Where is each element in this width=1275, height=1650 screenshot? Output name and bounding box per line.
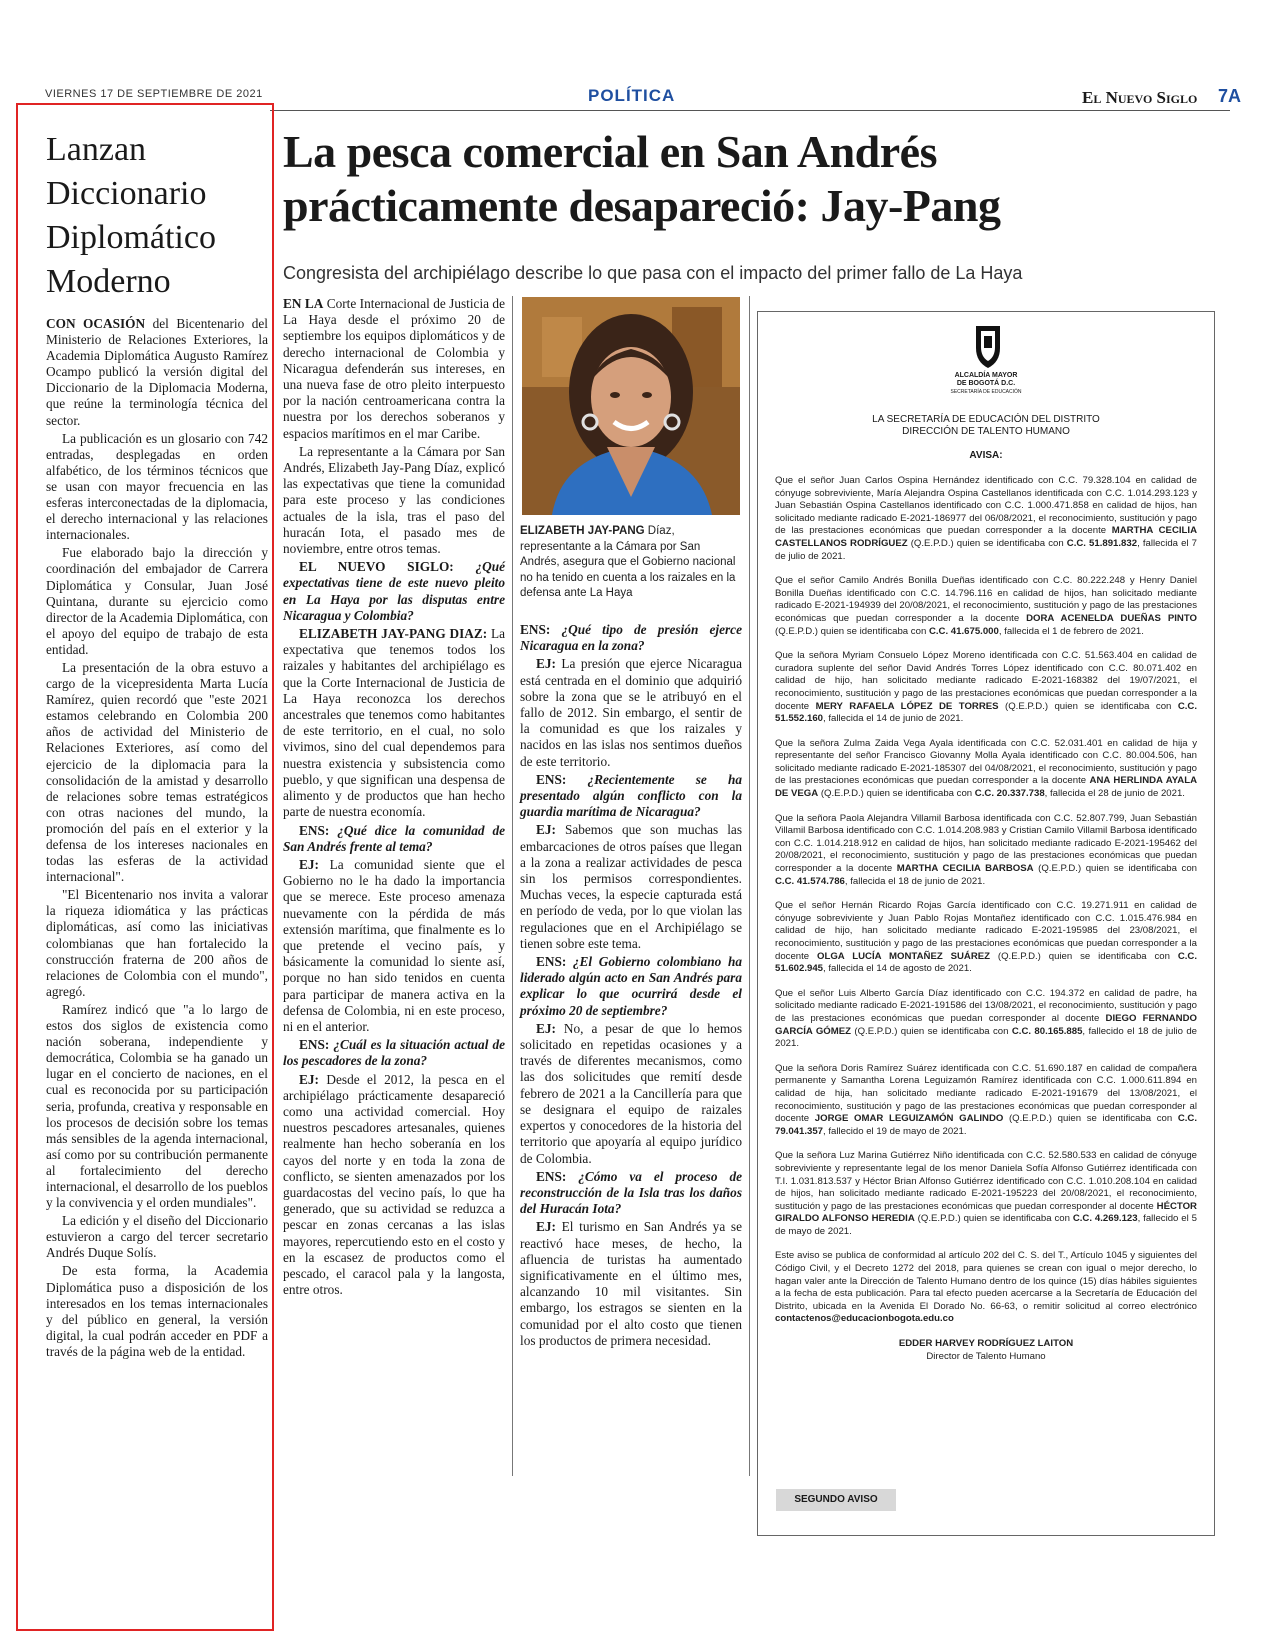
logo-line: ALCALDÍA MAYOR [954, 372, 1018, 379]
notice-text: Que la señora Myriam Consuelo López Moreno identificada con C.C. 51.563.404 en calidad de curadora suplente del señor David Andrés Torres López identificado con C.C. 80.071.402 en calidad de hijo, han solicitado mediante radicado E-2021-168382 del 19/07/2021, el reconocimiento, sustitución y pago de las prestaciones económicas que puedan corresponder a la docente [775, 650, 1197, 712]
notice-closing [775, 1250, 1197, 1326]
notice-person: MARTHA CECILIA BARBOSA [896, 863, 1034, 875]
photo-caption [520, 524, 742, 602]
sidebar-paragraph: La presentación de la obra estuvo a cargo de la vicepresidenta Marta Lucía Ramírez, quien recordó que "este 2021 estamos celebrando en Colombia 200 años de actividad del Ministerio de Relaciones Exteriores, así como del ejercicio de la diplomacia para la consolidación de la amistad y desarrollo de relaciones sobre temas estratégicos con otras naciones del mundo, la promoción del país en el exterior y la defensa de los intereses nacionales en todas las esferas de la actividad internacional". [46, 659, 268, 885]
notice-text: (Q.E.P.D.) quien se identificaba con [1033, 863, 1197, 875]
article-column-1 [283, 296, 505, 1300]
contact-email-link[interactable]: contactenos@educacionbogota.edu.co [775, 1313, 954, 1325]
answer-text: La presión que ejerce Nicaragua está centrada en el dominio que adquirió sobre la zona que se le atribuyó en el fallo de 2012. Sin embargo, el sentir de la comunidad es que los raizales y nacidos en las islas nos sentimos dueños de este territorio. [520, 656, 742, 769]
interview-answer [520, 1219, 742, 1349]
speaker: ENS: [520, 622, 551, 637]
article-lead: EN LA [283, 296, 324, 311]
notice-text: , fallecida el 7 de julio de 2021. [775, 537, 1197, 562]
sidebar-body [46, 316, 268, 1362]
interview-question [520, 954, 742, 1019]
notice-id: C.C. 41.574.786 [775, 875, 845, 887]
notice-signer-title: Director de Talento Humano [926, 1350, 1046, 1362]
notice-text: Que el señor Hernán Ricardo Rojas García identificado con C.C. 19.271.911 en calidad de cónyuge sobreviviente y Juan Pablo Rojas Montañez identificado con C.C. 1.015.476.984 en calidad de hijo, han solicitado mediante radicado E-2021-195985 del 23/08/2021, el reconocimiento, sustitución y pago de las prestaciones económicas que puedan corresponder a la docente [775, 900, 1197, 962]
notice-id: C.C. 51.552.160 [775, 700, 1197, 725]
sidebar-paragraph: De esta forma, la Academia Diplomática puso a disposición de los interesados en los temas internacionales y del público en general, la versión digital, la cual podrán acceder en PDF a través de la página web de la entidad. [46, 1263, 268, 1359]
notice-id: C.C. 80.165.885 [1011, 1025, 1083, 1037]
interview-answer [283, 626, 505, 820]
question-text: ¿Qué expectativas tiene de este nuevo pleito en La Haya por las disputas entre Nicaragua y Colombia? [283, 559, 505, 623]
notice-text: , fallecida el 14 de agosto de 2021. [823, 963, 972, 975]
portrait-photo [522, 297, 740, 515]
notice-dept-name: DIRECCIÓN DE TALENTO HUMANO [902, 426, 1070, 437]
notice-item [775, 1150, 1197, 1238]
answer-text: Sabemos que son muchas las embarcaciones de otros países que llegan a la zona a realizar actividades de pesca sin los permisos correspondientes. Muchas veces, la especie capturada está en período de veda, por lo que violan las regulaciones que en el Archipiélago se tienen sobre este tema. [520, 822, 742, 951]
sidebar-headline-line: Moderno [46, 263, 171, 300]
page-number: 7A [1218, 86, 1242, 106]
answer-text: La expectativa que tenemos todos los raizales y habitantes del archipiélago es que la Corte Internacional de Justicia de La Haya reconozca los derechos ancestrales que tenemos como habitantes de este territorio, en el cual, no solo vivimos, sino del cual dependemos para nuestra existencia y subsistencia como pueblo, y que significan una despensa de alimento y de productos que han hecho parte de nuestra economía. [283, 626, 505, 820]
notice-item [775, 738, 1197, 801]
interview-answer [283, 1072, 505, 1299]
article-headline [283, 125, 1233, 233]
question-text: ¿Recientemente se ha presentado algún conflicto con la guardia marítima de Nicaragua? [520, 771, 742, 820]
caption-text: Díaz, representante a la Cámara por San Andrés, asegura que el Gobierno nacional no ha tenido en cuenta a los raizales en la defensa ante La Haya [520, 525, 736, 599]
notice-text: Que el señor Juan Carlos Ospina Hernández identificado con C.C. 79.328.104 en calidad de cónyuge sobreviviente, María Alejandra Ospina Castellanos identificada con C.C. 1.014.293.123 y Juan Sebastián Ospina Castellanos identificado con C.C. 1.000.471.858 en calidad de hijos, han solicitado mediante radicado E-2021-186977 del 06/08/2021, el reconocimiento, sustitución y pago de las prestaciones económicas que puedan corresponder a la docente [775, 475, 1197, 537]
sidebar-paragraph: La edición y el diseño del Diccionario estuvieron a cargo del tercer secretario Andrés Duque Solís. [46, 1213, 268, 1261]
notice-text: Este aviso se publica de conformidad al artículo 202 del C. S. del T., Artículo 1045 y siguientes del Código Civil, y el Decreto 1272 del 2018, para quienes se crean con igual o mejor derecho, lo hagan valer ante la Dirección de Talento Humano dentro de los quince (15) días hábiles siguientes a la fecha de esta publicación. Para tal efecto pueden acercarse a la Secretaría de Educación del Distrito, ubicada en la Avenida El Dorado No. 66-63, o remitir solicitud al correo electrónico [775, 1250, 1197, 1312]
section-name: POLÍTICA [588, 86, 676, 105]
notice-person: MERY RAFAELA LÓPEZ DE TORRES [815, 700, 999, 712]
interview-answer [283, 857, 505, 1035]
article-subtitle: Congresista del archipiélago describe lo que pasa con el impacto del primer fallo de La Haya [283, 263, 1023, 283]
speaker: EJ: [299, 1071, 319, 1087]
notice-person: MARTHA CECILIA CASTELLANOS RODRÍGUEZ [775, 525, 1198, 549]
speaker: EJ: [536, 1020, 556, 1036]
speaker: EJ: [299, 856, 319, 872]
notice-text: , fallecida el 28 de junio de 2021. [1044, 788, 1185, 800]
portrait-illustration [522, 297, 740, 515]
interview-question [520, 622, 742, 654]
coat-of-arms-graphic [948, 322, 1028, 372]
notice-person: DORA ACENELDA DUEÑAS PINTO [1026, 612, 1197, 624]
question-text: ¿Cómo va el proceso de reconstrucción de la Isla tras los daños del Huracán Iota? [520, 1168, 742, 1217]
caption-name: ELIZABETH JAY-PANG [520, 525, 645, 537]
notice-item [775, 813, 1197, 889]
speaker: ENS: [536, 954, 567, 970]
interview-answer [520, 656, 742, 769]
sidebar-headline-line: Diccionario [46, 175, 207, 212]
notice-person: ANA HERLINDA AYALA DE VEGA [775, 775, 1197, 800]
speaker: ELIZABETH JAY-PANG DIAZ: [299, 626, 488, 642]
notice-org-name: LA SECRETARÍA DE EDUCACIÓN DEL DISTRITO [872, 414, 1100, 425]
speaker: ENS: [536, 771, 567, 787]
speaker: ENS: [299, 1037, 330, 1053]
notice-text: (Q.E.P.D.) quien se identificaba con [818, 788, 975, 800]
notice-text: , fallecida el 1 de febrero de 2021. [998, 625, 1144, 637]
notice-item [775, 988, 1197, 1051]
speaker: EL NUEVO SIGLO: [299, 559, 454, 575]
notice-text: , fallecida el 18 de junio de 2021. [844, 875, 986, 887]
notice-text: , fallecida el 14 de junio de 2021. [823, 713, 964, 725]
notice-text: Que la señora Doris Ramírez Suárez identificada con C.C. 51.690.187 en calidad de compañera permanente y Samantha Lorena Leguizamón Ramírez identificada con C.C. 1.000.611.894 en calidad de hija, han solicitado mediante radicado E-2021-191679 del 13/08/2021, el reconocimiento, sustitución y pago de las prestaciones económicas que puedan corresponder al docente [775, 1062, 1197, 1125]
notice-person: HÉCTOR GIRALDO ALFONSO HEREDIA [775, 1200, 1197, 1225]
second-notice-badge: SEGUNDO AVISO [776, 1489, 896, 1511]
sidebar-headline-line: Lanzan [46, 131, 147, 168]
sidebar-paragraph: La publicación es un glosario con 742 entradas, desplegadas en orden alfabético, de los términos técnicos que se usan con mayor frecuencia en las esferas interconectadas de la diplomacia, el derecho internacional y las relaciones internacionales. [46, 430, 268, 543]
speaker: EJ: [536, 1219, 556, 1235]
notice-text: , fallecido el 5 de mayo de 2021. [775, 1213, 1197, 1237]
sidebar-text: del Bicentenario del Ministerio de Relaciones Exteriores, la Academia Diplomática Augusto Ramírez Ocampo publicó la versión digital del Diccionario de la Diplomacia Moderna, que reúne la terminología técnica del sector. [46, 316, 268, 428]
notice-item [775, 475, 1197, 563]
notice-text: Que el señor Camilo Andrés Bonilla Dueñas identificado con C.C. 80.222.248 y Henry Daniel Bonilla Dueñas identificado con C.C. 14.796.116 en calidad de hijos, han solicitado mediante radicado E-2021-194939 del 20/08/2021, el reconocimiento, sustitución y pago de las prestaciones económicas que puedan corresponder a la docente [775, 575, 1197, 624]
article-headline-line: prácticamente desapareció: Jay-Pang [283, 180, 1001, 231]
sidebar-paragraph: "El Bicentenario nos invita a valorar la riqueza idiomática y las prácticas diplomáticas, así como las iniciativas colombianas que han fortalecido la construcción fraterna de 200 años de relaciones de Colombia con el mundo", agregó. [46, 887, 268, 999]
speaker: ENS: [536, 1168, 567, 1184]
newspaper-name: El Nuevo Siglo [1082, 88, 1198, 107]
notice-item [775, 1063, 1197, 1139]
sidebar-paragraph [46, 316, 268, 429]
answer-text: No, a pesar de que lo hemos solicitado en repetidas ocasiones y a través de diferentes mecanismos, como las dos solicitudes que remití desde febrero de 2021 a la Cancillería para que se designara el equipo de raizales expertos y conocedores de la historia del territorio que apoyaría al equipo jurídico de Colombia. [520, 1020, 742, 1166]
notice-text: Que la señora Zulma Zaida Vega Ayala identificada con C.C. 52.031.401 en calidad de hija y representante del señor Francisco Giovanny Molla Ayala identificado con C.C. 80.004.506, han solicitado mediante radicado E-2021-185307 del 04/08/2021, el reconocimiento, sustitución y pago de las prestaciones económicas que puedan corresponder a la docente [775, 737, 1197, 787]
issue-date: VIERNES 17 DE SEPTIEMBRE DE 2021 [45, 88, 263, 100]
notice-text: , fallecido el 19 de mayo de 2021. [823, 1125, 967, 1137]
interview-question [520, 772, 742, 821]
notice-text: (Q.E.P.D.) quien se identificaba con [907, 537, 1067, 549]
question-text: ¿Qué dice la comunidad de San Andrés frente al tema? [283, 822, 505, 854]
interview-question [283, 1037, 505, 1069]
notice-id: C.C. 41.675.000 [928, 625, 999, 637]
notice-id: C.C. 20.337.738 [974, 788, 1045, 800]
sidebar-lead: CON OCASIÓN [46, 316, 146, 331]
question-text: ¿Qué tipo de presión ejerce Nicaragua en la zona? [520, 622, 742, 654]
notice-person: OLGA LUCÍA MONTAÑEZ SUÁREZ [817, 950, 991, 962]
answer-text: Desde el 2012, la pesca en el archipiélago prácticamente desapareció como una actividad comercial. Hoy nuestros pescadores artesanales, quienes realmente han hecho soberanía en los cayos del norte y en toda la zona de conflicto, se sienten amenazados por los guardacostas del vecino país, lo que ha generado, que su actividad se reduzca a pescar en zonas cercanas a las islas mayores, repercutiendo esto en el costo y en la escasez de productos como el pescado, el caracol pala y la langosta, entre otros. [283, 1071, 505, 1298]
logo-line: SECRETARÍA DE EDUCACIÓN [950, 389, 1022, 395]
notice-id: C.C. 79.041.357 [775, 1113, 1197, 1137]
notice-text: (Q.E.P.D.) quien se identificaba con [998, 700, 1178, 712]
speaker: ENS: [299, 822, 330, 838]
notice-text: Que el señor Luis Alberto García Díaz identificado con C.C. 194.372 en calidad de padre, ha solicitado mediante radicado E-2021-191586 del 13/08/2021, el reconocimiento, sustitución y pago de las prestaciones económicas que puedan corresponder al docente [775, 987, 1197, 1024]
notice-text: Que la señora Paola Alejandra Villamil Barbosa identificada con C.C. 52.807.799, Juan Sebastián Villamil Barbosa identificado con C.C. 1.014.208.983 y Cristian Camilo Villamil Barbosa identificado con C.C. 1.014.218.912 en calidad de hijos, han solicitado mediante radicado E-2021-195462 del 20/08/2021, el reconocimiento, sustitución y pago de las prestaciones económicas que puedan corresponder a la docente [775, 812, 1197, 875]
logo-text [757, 372, 1215, 396]
question-text: ¿El Gobierno colombiano ha liderado algún acto en San Andrés para explicar lo que ocurrirá desde el próximo 20 de septiembre? [520, 954, 742, 1018]
sidebar-paragraph: Fue elaborado bajo la dirección y coordinación del embajador de Carrera Diplomática y Consular, Juan José Quintana, durante su ejercicio como director de la Academia Diplomática, con el apoyo del equipo de trabajo de esta entidad. [46, 545, 268, 657]
bogota-coat-of-arms-icon [948, 322, 1028, 377]
notice-text: (Q.E.P.D.) quien se identificaba con [851, 1025, 1012, 1037]
sidebar-headline-line: Diplomático [46, 219, 216, 256]
notice-text: (Q.E.P.D.) quien se identificaba con [990, 950, 1178, 962]
notice-text: (Q.E.P.D.) quien se identificaba con [775, 625, 929, 637]
notice-person: JORGE OMAR LEGUIZAMÓN GALINDO [814, 1113, 1004, 1125]
question-text: ¿Cuál es la situación actual de los pescadores de la zona? [283, 1037, 505, 1069]
logo-line: DE BOGOTÁ D.C. [956, 380, 1016, 387]
notice-id: C.C. 51.602.945 [775, 950, 1197, 975]
notice-item [775, 575, 1197, 638]
notice-body [775, 475, 1197, 1363]
answer-text: El turismo en San Andrés ya se reactivó hace meses, de hecho, la afluencia de turistas ha aumentado significativamente en el último mes, alcanzando 10 mil visitantes. Sin embargo, los estragos se sienten en la comunidad por el alto costo que tienen los productos de primera necesidad. [520, 1219, 742, 1348]
article-text: Corte Internacional de Justicia de La Haya desde el próximo 20 de septiembre los equipos diplomáticos y de derecho internacional de Colombia y Nicaragua defenderán sus intereses, en una nueva fase de otro pleito interpuesto por la nación centroamericana contra la nuestra por los derechos soberanos y espacios marítimos en el mar Caribe. [283, 296, 505, 441]
notice-text: , fallecido el 18 de julio de 2021. [775, 1025, 1198, 1050]
sidebar-paragraph: Ramírez indicó que "a lo largo de estos dos siglos de existencia como nación soberana, independiente y democrática, Colombia se ha ganado un lugar en el concierto de naciones, en el cual es reconocida por su participación seria, profunda, creativa y responsable en los procesos de decisión sobre los temas más sensibles de la agenda internacional, así como por su contribución permanente al fortalecimiento del derecho internacional, el desarrollo de los pueblos y la convivencia y el orden mundiales". [46, 1001, 268, 1211]
article-paragraph [283, 296, 505, 442]
notice-text: Que la señora Luz Marina Gutiérrez Niño identificada con C.C. 52.580.533 en calidad de cónyuge sobreviviente y representante legal de los menor Daniela Sofía Alfonso Gutiérrez identificada con T.I. 1.031.813.537 y Héctor Brian Alfonso Gutiérrez identificado con C.C. 1.010.208.104 en calidad de hijos, han solicitado mediante radicado E-2021-195223 del 20/08/2021, el reconocimiento, sustitución y pago de las prestaciones económicas que puedan corresponder al docente [775, 1150, 1197, 1212]
notice-id: C.C. 51.891.832 [1066, 537, 1138, 549]
notice-item [775, 650, 1197, 726]
interview-question [283, 559, 505, 624]
column-divider [749, 296, 750, 1476]
article-column-2 [520, 622, 742, 1351]
notice-avisa: AVISA: [969, 450, 1003, 461]
interview-question [520, 1169, 742, 1218]
header-rule [270, 110, 1230, 111]
notice-org [757, 414, 1215, 438]
article-paragraph: La representante a la Cámara por San Andrés, Elizabeth Jay-Pang Díaz, explicó las expectativas que tiene la comunidad para este proceso y las condiciones actuales de la isla, tras el paso del huracán Iota, el pasado mes de noviembre, entre otros temas. [283, 443, 505, 557]
notice-item [775, 900, 1197, 976]
speaker: EJ: [536, 822, 556, 838]
speaker: EJ: [536, 656, 556, 672]
notice-signer: EDDER HARVEY RODRÍGUEZ LAITON [898, 1338, 1074, 1350]
notice-id: C.C. 4.269.123 [1072, 1213, 1138, 1225]
column-divider [512, 296, 513, 1476]
article-headline-line: La pesca comercial en San Andrés [283, 126, 937, 177]
interview-question [283, 823, 505, 855]
answer-text: La comunidad siente que el Gobierno no le ha dado la importancia que se merece. Este proceso amenaza nuevamente con la pérdida de más extensión marítima, que finalmente es lo que pretende el vecino país, y básicamente la comunidad lo siente así, porque no han sido tenidos en cuenta para participar de manera activa en la defensa de Colombia, ni en este proceso, ni en el anterior. [283, 856, 505, 1034]
interview-answer [520, 822, 742, 952]
sidebar-headline [46, 128, 266, 304]
notice-text: (Q.E.P.D.) quien se identificaba con [1003, 1113, 1178, 1125]
notice-text: (Q.E.P.D.) quien se identificaba con [914, 1213, 1073, 1225]
interview-answer [520, 1021, 742, 1167]
notice-person: DIEGO FERNANDO GARCÍA GÓMEZ [775, 1012, 1197, 1037]
